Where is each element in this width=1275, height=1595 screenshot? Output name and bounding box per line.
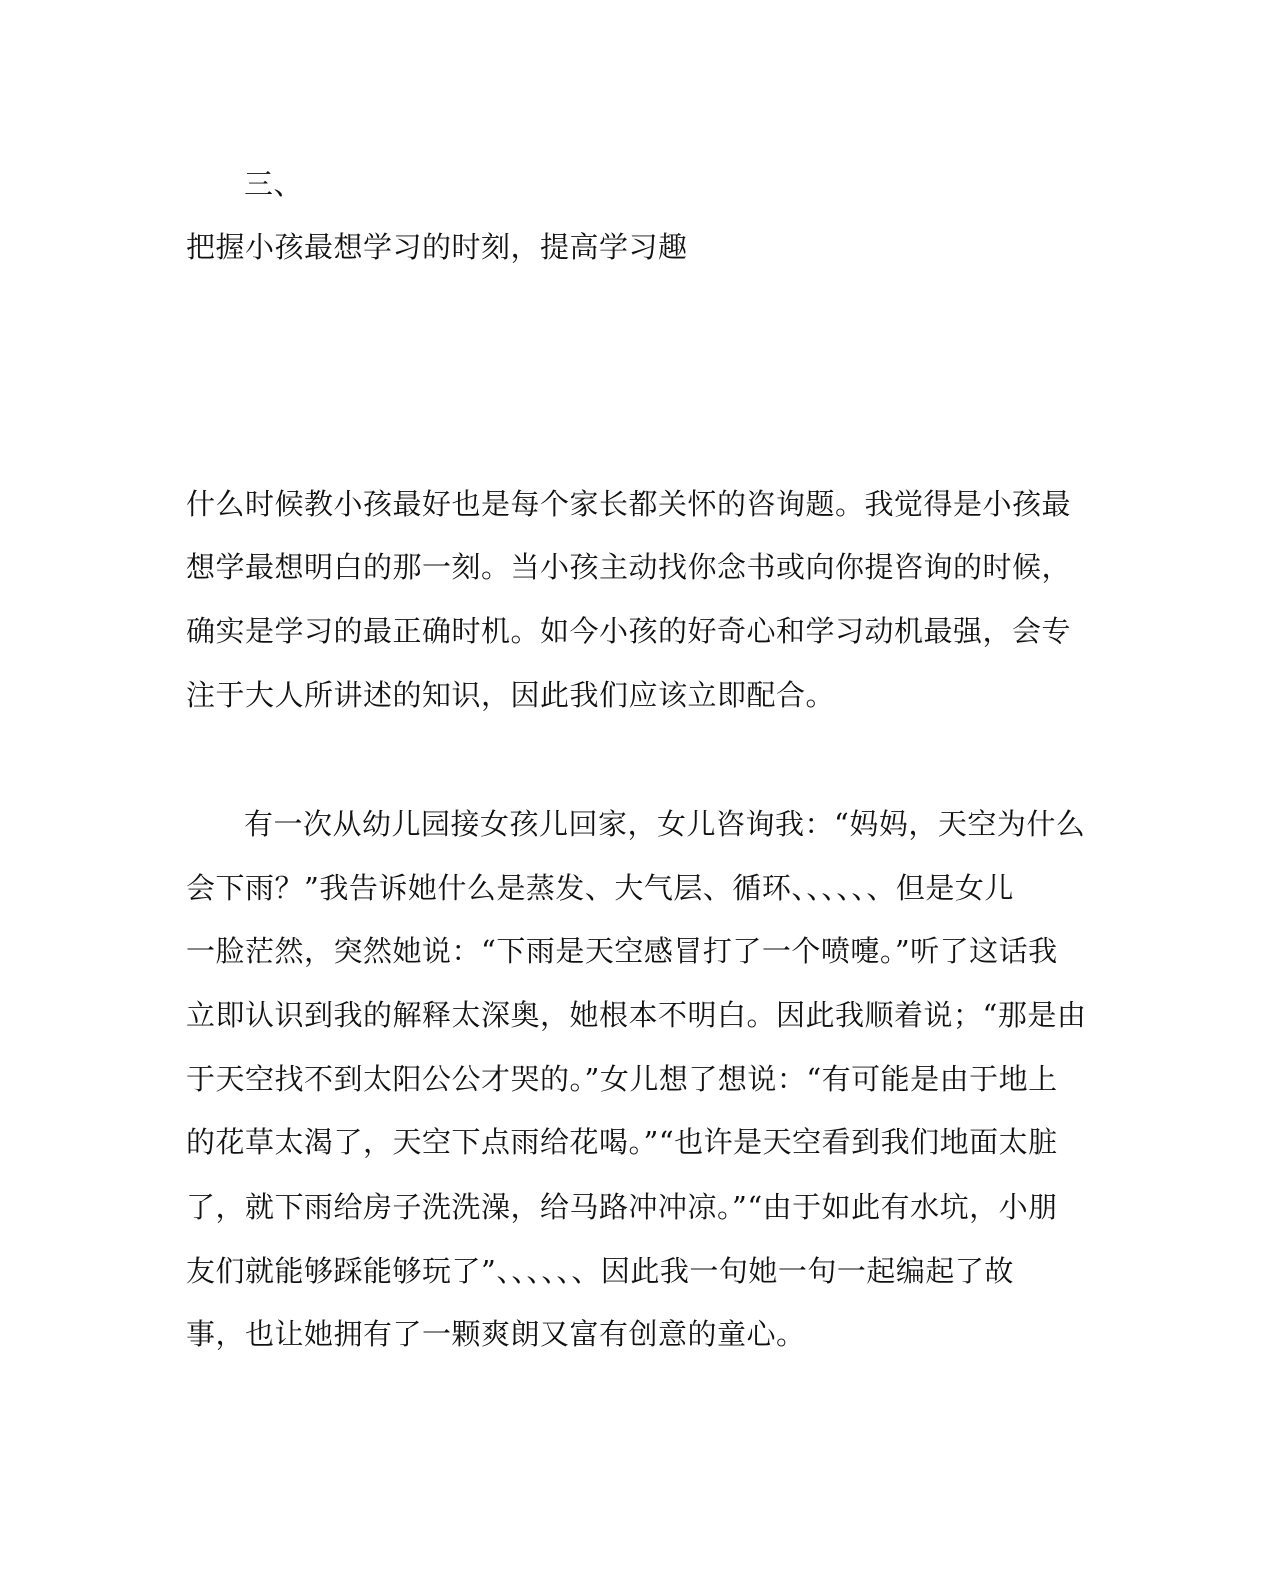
- paragraph-line: 事，也让她拥有了一颗爽朗又富有创意的童心。: [186, 1317, 806, 1351]
- section-number: 三、: [244, 167, 304, 201]
- paragraph-line: 会下雨？”我告诉她什么是蒸发、大气层、循环、、、、、、但是女儿: [186, 871, 1014, 905]
- paragraph-line: 于天空找不到太阳公公才哭的。”女儿想了想说：“有可能是由于地上: [186, 1062, 1058, 1096]
- paragraph-line: 的花草太渴了，天空下点雨给花喝。”“也许是天空看到我们地面太脏: [186, 1125, 1058, 1159]
- paragraph-line: 一脸茫然，突然她说：“下雨是天空感冒打了一个喷嚏。”听了这话我: [186, 934, 1058, 968]
- section-title: 把握小孩最想学习的时刻，提高学习趣: [186, 230, 688, 264]
- paragraph-line: 确实是学习的最正确时机。如今小孩的好奇心和学习动机最强，会专: [186, 614, 1072, 648]
- paragraph-line: 友们就能够踩能够玩了”、、、、、、因此我一句她一句一起编起了故: [186, 1254, 1014, 1288]
- paragraph-line: 立即认识到我的解释太深奥，她根本不明白。因此我顺着说；“那是由: [186, 998, 1087, 1032]
- paragraph-line: 有一次从幼儿园接女孩儿回家，女儿咨询我：“妈妈，天空为什么: [244, 807, 1086, 841]
- paragraph-line: 什么时候教小孩最好也是每个家长都关怀的咨询题。我觉得是小孩最: [186, 487, 1072, 521]
- paragraph-line: 注于大人所讲述的知识，因此我们应该立即配合。: [186, 678, 836, 712]
- paragraph-line: 了，就下雨给房子洗洗澡，给马路冲冲凉。”“由于如此有水坑，小朋: [186, 1190, 1058, 1224]
- paragraph-line: 想学最想明白的那一刻。当小孩主动找你念书或向你提咨询的时候，: [186, 550, 1072, 584]
